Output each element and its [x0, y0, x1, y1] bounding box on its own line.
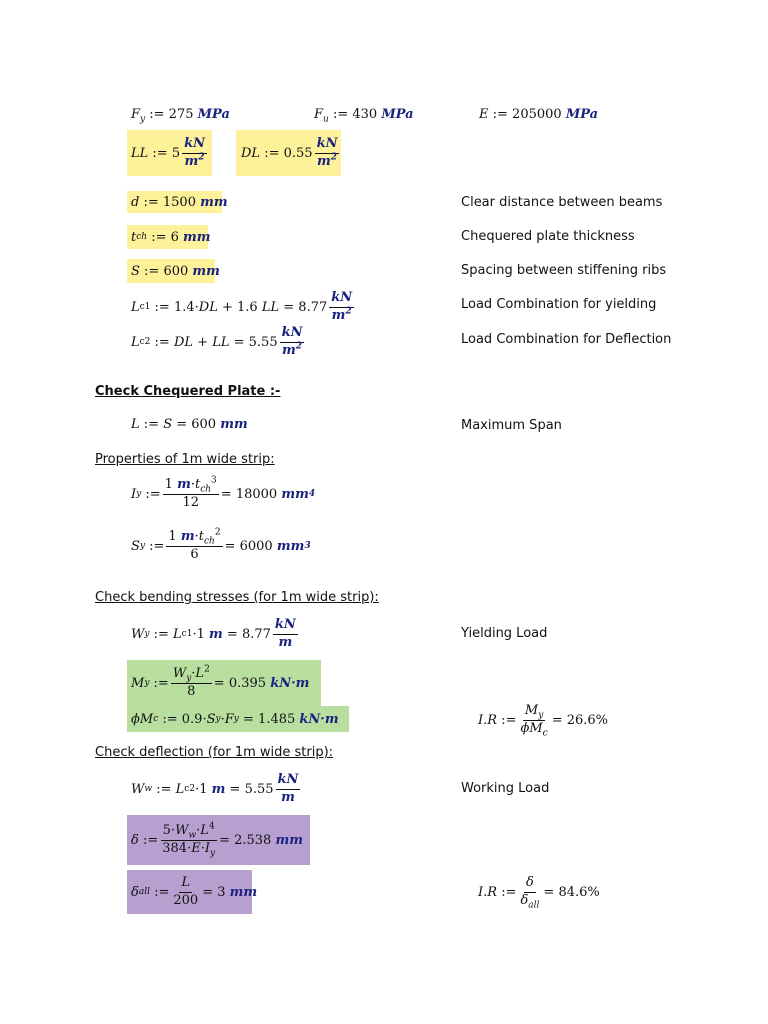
- delta-all-equation: δ all := $\frac{L}{200}$ = 3 mm: [127, 870, 252, 914]
- wy-description: Yielding Load: [461, 626, 548, 641]
- tch-description: Chequered plate thickness: [461, 229, 635, 244]
- e-definition: E := 205000 MPa: [479, 107, 599, 122]
- properties-heading: Properties of 1m wide strip:: [95, 452, 275, 467]
- lc1-equation: L c1 := 1.4 · DL + 1.6 LL = 8.77 $\frac{kN}{m^2}$: [131, 290, 353, 323]
- delta-equation: δ := $\frac{5\cdot W_w\cdot L^4}{384\cdot E\cdot I_y}$ = 2.538 mm: [127, 815, 310, 865]
- tch-definition: t ch := 6 mm: [127, 225, 208, 249]
- span-equation: L := S = 600 mm: [131, 417, 248, 432]
- ww-equation: W w := L c2 · 1 m = 5.55 $\frac{kN}{m}$: [131, 772, 299, 805]
- wy-equation: W y := L c1 · 1 m = 8.77 $\frac{kN}{m}$: [131, 617, 296, 650]
- iy-equation: I y := $\frac{1 m\cdot t_{ch}^3}{12}$ = 18000 mm 4: [131, 475, 316, 510]
- sy-equation: S y := $\frac{1 m\cdot t_{ch}^2}{6}$ = 6000 mm 3: [131, 527, 311, 562]
- span-description: Maximum Span: [461, 418, 562, 433]
- lc1-description: Load Combination for yielding: [461, 297, 657, 312]
- ww-description: Working Load: [461, 781, 550, 796]
- d-description: Clear distance between beams: [461, 195, 663, 210]
- dl-definition: DL := 0.55 $\frac{kN}{m^2}$: [236, 130, 341, 176]
- bending-heading: Check bending stresses (for 1m wide strip):: [95, 590, 379, 605]
- ll-definition: LL := 5 $\frac{kN}{m^2}$: [127, 130, 212, 176]
- deflection-heading: Check deflection (for 1m wide strip):: [95, 745, 334, 760]
- ir-bending: I.R := $\frac{M_y}{\phi M_c}$ = 26.6%: [478, 703, 609, 739]
- s-definition: S := 600 mm: [127, 259, 215, 283]
- s-description: Spacing between stiffening ribs: [461, 263, 667, 278]
- fu-definition: $F_u$ := 430 MPa: [314, 107, 414, 125]
- check-plate-heading: Check Chequered Plate :-: [95, 384, 281, 399]
- d-definition: d := 1500 mm: [127, 191, 222, 213]
- lc2-description: Load Combination for Deflection: [461, 332, 672, 347]
- my-equation: M y := $\frac{W_y\cdot L^2}{8}$ = 0.395 kN·m: [127, 660, 321, 706]
- ir-deflection: I.R := $\frac{\delta}{\delta_{all}}$ = 84.6%: [478, 875, 600, 911]
- phimc-equation: ϕM c := 0.9 · S y · F y = 1.485 kN·m: [127, 706, 349, 732]
- fy-definition: $F_y$ := 275 MPa: [131, 107, 230, 125]
- lc2-equation: L c2 := DL + LL = 5.55 $\frac{kN}{m^2}$: [131, 325, 303, 358]
